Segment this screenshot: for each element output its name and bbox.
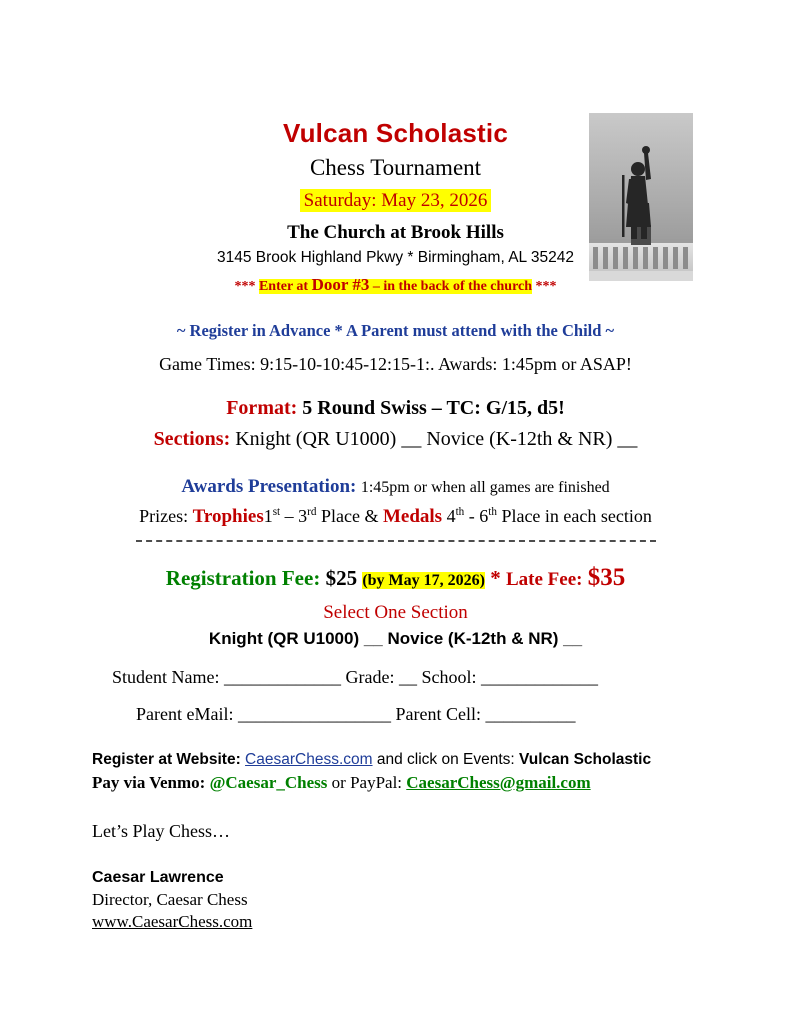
register-advance-note: ~ Register in Advance * A Parent must attend with the Child ~	[176, 321, 615, 340]
sections-label: Sections:	[153, 428, 231, 450]
prizes-line	[0, 506, 791, 528]
door-number: Door #3	[311, 275, 370, 294]
fee-star: *	[484, 566, 506, 590]
prizes-medals: Medals	[382, 506, 443, 527]
form-student-line[interactable]: Student Name: _____________ Grade: __ School: _____________	[112, 667, 598, 687]
fee-label: Registration Fee:	[165, 566, 321, 590]
form-parent-line[interactable]: Parent eMail: _________________ Parent Cell: __________	[136, 704, 576, 724]
register-event-name: Vulcan Scholastic	[519, 751, 652, 768]
page-title: Vulcan Scholastic	[283, 118, 508, 148]
prizes-tail-a-sup: th	[455, 506, 465, 518]
format-label: Format:	[226, 397, 298, 419]
prizes-mid-a: 1	[263, 506, 273, 526]
prizes-mid-a-sup: st	[272, 506, 281, 518]
statue-illustration	[589, 113, 693, 281]
prizes-mid-c: Place &	[316, 506, 383, 526]
door-prefix: ***	[234, 279, 259, 294]
paypal-email-link[interactable]: CaesarChess@gmail.com	[406, 773, 591, 792]
fee-amount: $25	[325, 566, 358, 590]
prizes-trophies: Trophies	[192, 506, 264, 527]
prizes-tail-a: 4	[442, 506, 456, 526]
pay-or: or PayPal:	[327, 773, 407, 792]
sections-value: Knight (QR U1000) __ Novice (K-12th & NR) __	[235, 428, 638, 450]
caesarchess-link[interactable]: CaesarChess.com	[245, 751, 373, 768]
awards-line	[0, 476, 791, 498]
register-at-label: Register at Website:	[92, 751, 246, 768]
prizes-tail-b: - 6	[464, 506, 489, 526]
subtitle: Chess Tournament	[309, 155, 482, 180]
signature-website[interactable]: www.CaesarChess.com	[92, 912, 253, 931]
fee-deadline: (by May 17, 2026)	[362, 572, 485, 589]
format-value: 5 Round Swiss – TC: G/15, d5!	[302, 397, 565, 419]
signature-name: Caesar Lawrence	[92, 869, 224, 886]
lets-play-text: Let’s Play Chess…	[92, 821, 230, 841]
prizes-tail-b-sup: th	[488, 506, 497, 518]
venmo-handle[interactable]: @Caesar_Chess	[209, 773, 328, 792]
door-end: ***	[532, 279, 557, 294]
pay-prefix: Pay via Venmo:	[92, 773, 210, 792]
register-click-text: and click on Events:	[372, 751, 520, 768]
select-one-section-label: Select One Section	[323, 602, 468, 623]
section-choice-line[interactable]: Knight (QR U1000) __ Novice (K-12th & NR) __	[208, 629, 583, 648]
venue-name: The Church at Brook Hills	[287, 222, 504, 243]
signature-role: Director, Caesar Chess	[92, 890, 248, 909]
game-times: Game Times: 9:15-10-10:45-12:15-1:. Awards: 1:45pm or ASAP!	[159, 354, 632, 374]
venue-address: 3145 Brook Highland Pkwy * Birmingham, AL 35242	[217, 249, 574, 266]
prizes-mid-b: – 3	[280, 506, 308, 526]
late-fee-amount: $35	[587, 564, 626, 591]
prizes-tail-c: Place in each section	[496, 506, 652, 526]
dashed-divider	[136, 540, 656, 542]
payment-line	[0, 773, 791, 793]
event-date: Saturday: May 23, 2026	[300, 189, 492, 212]
door-enter: Enter at	[258, 279, 312, 294]
format-line	[0, 397, 791, 420]
prizes-prefix: Prizes:	[139, 506, 193, 526]
late-fee-label: Late Fee:	[505, 569, 583, 590]
awards-value: 1:45pm or when all games are finished	[360, 479, 610, 496]
awards-label: Awards Presentation:	[181, 476, 357, 497]
vulcan-statue-image	[589, 113, 693, 281]
prizes-mid-b-sup: rd	[307, 506, 317, 518]
register-website-line	[0, 751, 791, 769]
door-suffix: – in the back of the church	[369, 279, 533, 294]
fee-line	[0, 564, 791, 592]
sections-line	[0, 428, 791, 451]
